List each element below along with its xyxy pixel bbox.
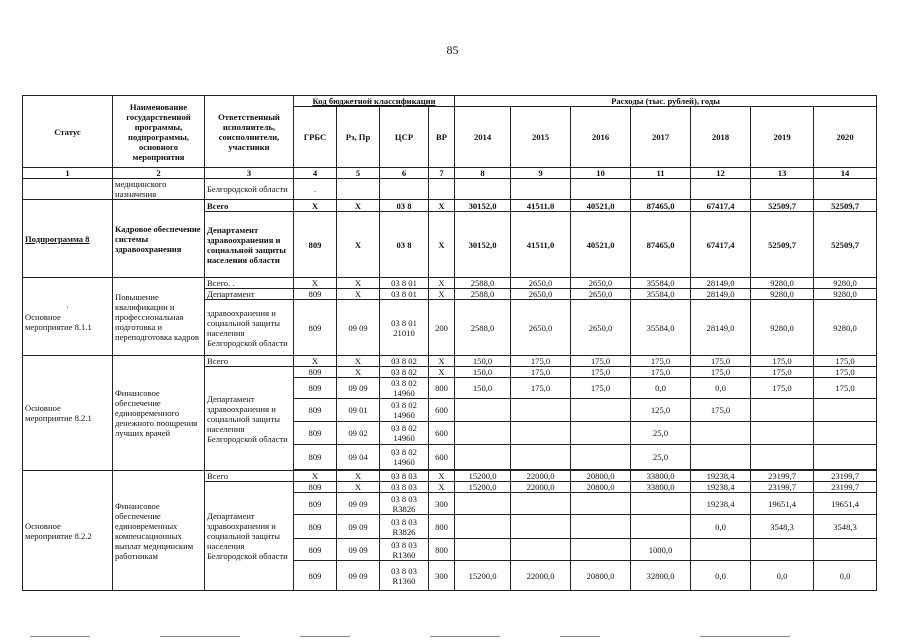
cell-status bbox=[23, 278, 113, 356]
cell-value: 15200,0 bbox=[455, 561, 511, 591]
cell-csr: 03 8 02 bbox=[380, 367, 429, 378]
cell-value bbox=[631, 515, 691, 539]
header-year: 2017 bbox=[631, 107, 691, 168]
column-index-row bbox=[23, 168, 877, 179]
cell-name: Повышение квалификации и профессиональная подготовка и переподготовка кадров bbox=[113, 278, 205, 356]
cell-value: 175,0 bbox=[751, 367, 814, 378]
cell-value: 33800,0 bbox=[631, 482, 691, 493]
cell-name: Кадровое обеспечение системы здравоохранения bbox=[113, 200, 205, 278]
index-cell: 5 bbox=[337, 168, 380, 179]
cell-value: 3548,3 bbox=[814, 515, 877, 539]
cell-value: 30152,0 bbox=[455, 212, 511, 278]
cell-value bbox=[511, 539, 571, 561]
header-code-group: Код бюджетной классификации bbox=[294, 96, 455, 107]
cell-vr: X bbox=[429, 212, 455, 278]
cell-csr: 03 8 03 R1360 bbox=[380, 539, 429, 561]
cell-executor: здравоохранения и социальной защиты населения Белгородской области bbox=[205, 300, 294, 356]
cell-value: 2588,0 bbox=[455, 289, 511, 300]
cell-rzpr: X bbox=[337, 278, 380, 289]
cell-value: 125,0 bbox=[631, 399, 691, 422]
cell-grbs: 809 bbox=[294, 561, 337, 591]
header-year: 2016 bbox=[571, 107, 631, 168]
cell-value: 35584,0 bbox=[631, 278, 691, 289]
cell-vr: X bbox=[429, 356, 455, 367]
cell-status: Основное мероприятие 8.2.2 bbox=[23, 471, 113, 591]
cell-value: 52509,7 bbox=[814, 212, 877, 278]
cell-grbs: 809 bbox=[294, 493, 337, 515]
cell-executor: Департамент bbox=[205, 289, 294, 300]
header-executor: Ответственный исполнитель, соисполнители, участники bbox=[205, 96, 294, 168]
cell-value: 52509,7 bbox=[751, 200, 814, 212]
cell-value bbox=[455, 493, 511, 515]
cell-csr: 03 8 02 bbox=[380, 356, 429, 367]
budget-table bbox=[22, 95, 877, 591]
cell-csr: 03 8 01 bbox=[380, 278, 429, 289]
cell-vr: X bbox=[429, 289, 455, 300]
cell-value: 20800,0 bbox=[571, 471, 631, 482]
cell-grbs: 809 bbox=[294, 399, 337, 422]
cell-value: 3548,3 bbox=[751, 515, 814, 539]
index-cell: 12 bbox=[691, 168, 751, 179]
cell-grbs: 809 bbox=[294, 482, 337, 493]
cell-value: 40521,0 bbox=[571, 212, 631, 278]
cell-value: 67417,4 bbox=[691, 212, 751, 278]
cell-grbs: 809 bbox=[294, 539, 337, 561]
cell-rzpr: X bbox=[337, 471, 380, 482]
cell-rzpr: 09 04 bbox=[337, 445, 380, 470]
header-year: 2015 bbox=[511, 107, 571, 168]
cell-vr: 600 bbox=[429, 445, 455, 470]
cell-value: 175,0 bbox=[511, 367, 571, 378]
cell-executor: Всего bbox=[205, 471, 294, 482]
header-status: Статус bbox=[23, 96, 113, 168]
cell-value bbox=[751, 539, 814, 561]
cell-rzpr: 09 09 bbox=[337, 539, 380, 561]
cell-grbs: 809 bbox=[294, 367, 337, 378]
cell-value bbox=[511, 493, 571, 515]
cell-value: 19238,4 bbox=[691, 471, 751, 482]
cell-value: 20800,0 bbox=[571, 561, 631, 591]
cell-grbs: 809 bbox=[294, 289, 337, 300]
status-label: Основное мероприятие 8.1.1 bbox=[25, 311, 92, 332]
cell-vr: 800 bbox=[429, 378, 455, 399]
cell-csr: 03 8 03 R3826 bbox=[380, 515, 429, 539]
cell-value: 35584,0 bbox=[631, 289, 691, 300]
cell-csr: 03 8 01 21010 bbox=[380, 300, 429, 356]
dot-mark: · bbox=[66, 301, 69, 312]
cell-value bbox=[814, 539, 877, 561]
cell-value bbox=[631, 493, 691, 515]
cell-rzpr: X bbox=[337, 200, 380, 212]
cell-value: 52509,7 bbox=[751, 212, 814, 278]
index-cell: 10 bbox=[571, 168, 631, 179]
cell-value bbox=[571, 445, 631, 470]
cell-grbs: X bbox=[294, 278, 337, 289]
cell-value: 175,0 bbox=[691, 399, 751, 422]
cell-value: 15200,0 bbox=[455, 482, 511, 493]
cell-value: 52509,7 bbox=[814, 200, 877, 212]
cell-value: 1000,0 bbox=[631, 539, 691, 561]
cell-executor: Всего bbox=[205, 356, 294, 367]
cell-value bbox=[691, 539, 751, 561]
cell-value: 175,0 bbox=[751, 378, 814, 399]
cell-value: 22000,0 bbox=[511, 471, 571, 482]
cell-value bbox=[814, 445, 877, 470]
cell-value: 2588,0 bbox=[455, 300, 511, 356]
cell-value: 19651,4 bbox=[814, 493, 877, 515]
cell-value: 25,0 bbox=[631, 445, 691, 470]
cell-value: 9280,0 bbox=[751, 300, 814, 356]
cell-status: Основное мероприятие 8.2.1 bbox=[23, 356, 113, 471]
cell-value: 2650,0 bbox=[511, 289, 571, 300]
cell-value: 2650,0 bbox=[571, 289, 631, 300]
header-year: 2019 bbox=[751, 107, 814, 168]
cell-grbs: 809 bbox=[294, 422, 337, 445]
cell-executor: Департамент здравоохранения и социальной защиты населения Белгородской области bbox=[205, 367, 294, 471]
cell-value: 175,0 bbox=[571, 367, 631, 378]
cell-value: 9280,0 bbox=[814, 300, 877, 356]
cell-value: 15200,0 bbox=[455, 471, 511, 482]
cell-value: 23199,7 bbox=[751, 482, 814, 493]
index-cell: 9 bbox=[511, 168, 571, 179]
index-cell: 2 bbox=[113, 168, 205, 179]
cell-value: 22000,0 bbox=[511, 561, 571, 591]
cell-rzpr: X bbox=[337, 289, 380, 300]
header-name: Наименование государственной программы, подпрограммы, основного мероприятия bbox=[113, 96, 205, 168]
cell-executor: Всего bbox=[205, 200, 294, 212]
cell-value bbox=[455, 539, 511, 561]
index-cell: 6 bbox=[380, 168, 429, 179]
cell-value: 175,0 bbox=[511, 378, 571, 399]
cell-value: 19238,4 bbox=[691, 493, 751, 515]
cell-value: 2588,0 bbox=[455, 278, 511, 289]
cell-value: 67417,4 bbox=[691, 200, 751, 212]
cell-value: 175,0 bbox=[631, 356, 691, 367]
cell-executor: Департамент здравоохранения и социальной защиты населения области bbox=[205, 212, 294, 278]
cell-grbs: 809 bbox=[294, 378, 337, 399]
cell-value bbox=[455, 422, 511, 445]
cell-value: 25,0 bbox=[631, 422, 691, 445]
cell-value: 2650,0 bbox=[571, 278, 631, 289]
cell-grbs: 809 bbox=[294, 212, 337, 278]
cell-value: 0,0 bbox=[691, 378, 751, 399]
cell-value: 2650,0 bbox=[511, 278, 571, 289]
cell-vr: 800 bbox=[429, 539, 455, 561]
cell-csr: 03 8 02 14960 bbox=[380, 399, 429, 422]
cell-value: 41511,0 bbox=[511, 212, 571, 278]
header-year: 2014 bbox=[455, 107, 511, 168]
cell-value: 175,0 bbox=[571, 356, 631, 367]
cell-value: 28149,0 bbox=[691, 278, 751, 289]
cell-rzpr: 09 09 bbox=[337, 515, 380, 539]
cell-value bbox=[691, 445, 751, 470]
cell-value bbox=[691, 422, 751, 445]
cell-rzpr: X bbox=[337, 482, 380, 493]
cell-rzpr: 09 09 bbox=[337, 378, 380, 399]
cell-value bbox=[511, 422, 571, 445]
cell-value: 2650,0 bbox=[571, 300, 631, 356]
cell-value: 175,0 bbox=[751, 356, 814, 367]
cell-value: 150,0 bbox=[455, 356, 511, 367]
cell-executor: Всего. . bbox=[205, 278, 294, 289]
cell-value: 0,0 bbox=[631, 378, 691, 399]
cell-value: 9280,0 bbox=[751, 278, 814, 289]
cell-value: 9280,0 bbox=[751, 289, 814, 300]
cell-csr: 03 8 bbox=[380, 212, 429, 278]
cell-rzpr: X bbox=[337, 356, 380, 367]
cell-value: 22000,0 bbox=[511, 482, 571, 493]
index-cell: 14 bbox=[814, 168, 877, 179]
cell-value: 33800,0 bbox=[631, 471, 691, 482]
cell-csr: 03 8 03 R1360 bbox=[380, 561, 429, 591]
cell-value: 150,0 bbox=[455, 367, 511, 378]
cell-value: 175,0 bbox=[571, 378, 631, 399]
cell-value: 30152,0 bbox=[455, 200, 511, 212]
index-cell: 4 bbox=[294, 168, 337, 179]
cell-vr: X bbox=[429, 200, 455, 212]
cell-grbs: 809 bbox=[294, 300, 337, 356]
cell-value: 20800,0 bbox=[571, 482, 631, 493]
index-cell: 8 bbox=[455, 168, 511, 179]
index-cell: 3 bbox=[205, 168, 294, 179]
cell-csr: 03 8 03 R3826 bbox=[380, 493, 429, 515]
cell-csr: 03 8 02 14960 bbox=[380, 378, 429, 399]
cell-value: 175,0 bbox=[691, 356, 751, 367]
cell-csr: 03 8 03 bbox=[380, 471, 429, 482]
cell-value: 175,0 bbox=[511, 356, 571, 367]
cell-value: 23199,7 bbox=[814, 471, 877, 482]
header-year: 2018 bbox=[691, 107, 751, 168]
page-number: 85 bbox=[446, 43, 459, 57]
cell-value: 175,0 bbox=[631, 367, 691, 378]
cell-grbs: 809 bbox=[294, 445, 337, 470]
index-cell: 13 bbox=[751, 168, 814, 179]
cell-csr: 03 8 02 14960 bbox=[380, 422, 429, 445]
table-row bbox=[23, 179, 877, 200]
cell-value: 32800,0 bbox=[631, 561, 691, 591]
cell-executor: Департамент здравоохранения и социальной защиты населения Белгородской области bbox=[205, 482, 294, 591]
cell-grbs: X bbox=[294, 200, 337, 212]
cell-grbs: X bbox=[294, 356, 337, 367]
header-expenses-group: Расходы (тыс. рублей), годы bbox=[455, 96, 877, 107]
cell-value: 2650,0 bbox=[511, 300, 571, 356]
cell-value: 150,0 bbox=[455, 378, 511, 399]
cell-value: 23199,7 bbox=[814, 482, 877, 493]
cell-csr: 03 8 02 14960 bbox=[380, 445, 429, 470]
cell-value: 175,0 bbox=[814, 367, 877, 378]
cell-vr: X bbox=[429, 482, 455, 493]
header-rzpr: Рз, Пр bbox=[337, 107, 380, 168]
cell-vr: X bbox=[429, 471, 455, 482]
cell-value: 19651,4 bbox=[751, 493, 814, 515]
cell-name: Финансовое обеспечение единовременного денежного поощрения лучших врачей bbox=[113, 356, 205, 471]
cell-value: 23199,7 bbox=[751, 471, 814, 482]
table-row bbox=[23, 471, 877, 482]
cell-vr: 800 bbox=[429, 515, 455, 539]
cell-value: 175,0 bbox=[814, 356, 877, 367]
cell-rzpr: X bbox=[337, 212, 380, 278]
cell-value: 35584,0 bbox=[631, 300, 691, 356]
index-cell: 11 bbox=[631, 168, 691, 179]
cell-value: 40521,0 bbox=[571, 200, 631, 212]
cell-value bbox=[571, 399, 631, 422]
cell-vr: X bbox=[429, 367, 455, 378]
cell-rzpr: X bbox=[337, 367, 380, 378]
cell-executor: Белгородской области bbox=[205, 179, 294, 200]
cell-value: 175,0 bbox=[814, 378, 877, 399]
header-vr: ВР bbox=[429, 107, 455, 168]
cell-value: 28149,0 bbox=[691, 300, 751, 356]
cell-value: 9280,0 bbox=[814, 278, 877, 289]
index-cell: 7 bbox=[429, 168, 455, 179]
cell-value bbox=[751, 422, 814, 445]
index-cell: 1 bbox=[23, 168, 113, 179]
cell-value bbox=[751, 399, 814, 422]
cell-value: 0,0 bbox=[691, 515, 751, 539]
cell-rzpr: 09 09 bbox=[337, 493, 380, 515]
cell-value: 9280,0 bbox=[814, 289, 877, 300]
cell-value bbox=[455, 445, 511, 470]
cell-value: 87465,0 bbox=[631, 200, 691, 212]
header-year: 2020 bbox=[814, 107, 877, 168]
table-row bbox=[23, 200, 877, 212]
cell-value: 175,0 bbox=[691, 367, 751, 378]
cell-value bbox=[814, 399, 877, 422]
cell-vr: X bbox=[429, 278, 455, 289]
cell-grbs: X bbox=[294, 471, 337, 482]
cell-value bbox=[571, 422, 631, 445]
cell-value bbox=[751, 445, 814, 470]
cell-value bbox=[455, 399, 511, 422]
cell-csr: 03 8 bbox=[380, 200, 429, 212]
cell-grbs: 809 bbox=[294, 515, 337, 539]
cell-vr: 600 bbox=[429, 399, 455, 422]
cell-value bbox=[571, 515, 631, 539]
cell-vr: 300 bbox=[429, 561, 455, 591]
cell-value: 0,0 bbox=[751, 561, 814, 591]
header-grbs: ГРБС bbox=[294, 107, 337, 168]
cell-value bbox=[511, 515, 571, 539]
cell-vr: 300 bbox=[429, 493, 455, 515]
cell-value bbox=[814, 422, 877, 445]
table-row bbox=[23, 278, 877, 289]
cell-status: Подпрограмма 8 bbox=[23, 200, 113, 278]
cell-value: 0,0 bbox=[691, 561, 751, 591]
cell-csr: 03 8 01 bbox=[380, 289, 429, 300]
cell-value: 41511,0 bbox=[511, 200, 571, 212]
cell-value: 87465,0 bbox=[631, 212, 691, 278]
cell-rzpr: 09 01 bbox=[337, 399, 380, 422]
cell-rzpr: 09 02 bbox=[337, 422, 380, 445]
cell-rzpr: 09 09 bbox=[337, 561, 380, 591]
scan-artifact-lines bbox=[0, 628, 905, 640]
cell-grbs: . bbox=[294, 179, 337, 200]
cell-value bbox=[571, 539, 631, 561]
cell-value bbox=[511, 399, 571, 422]
cell-value bbox=[511, 445, 571, 470]
cell-value: 19238,4 bbox=[691, 482, 751, 493]
header-csr: ЦСР bbox=[380, 107, 429, 168]
cell-rzpr: 09 09 bbox=[337, 300, 380, 356]
cell-vr: 200 bbox=[429, 300, 455, 356]
cell-name: медицинского назначения bbox=[113, 179, 205, 200]
table-row bbox=[23, 356, 877, 367]
cell-value bbox=[455, 515, 511, 539]
cell-value: 28149,0 bbox=[691, 289, 751, 300]
cell-csr: 03 8 03 bbox=[380, 482, 429, 493]
cell-name: Финансовое обеспечение единовременных компенсационных выплат медицинским работникам bbox=[113, 471, 205, 591]
cell-value bbox=[571, 493, 631, 515]
cell-value: 0,0 bbox=[814, 561, 877, 591]
cell-vr: 600 bbox=[429, 422, 455, 445]
